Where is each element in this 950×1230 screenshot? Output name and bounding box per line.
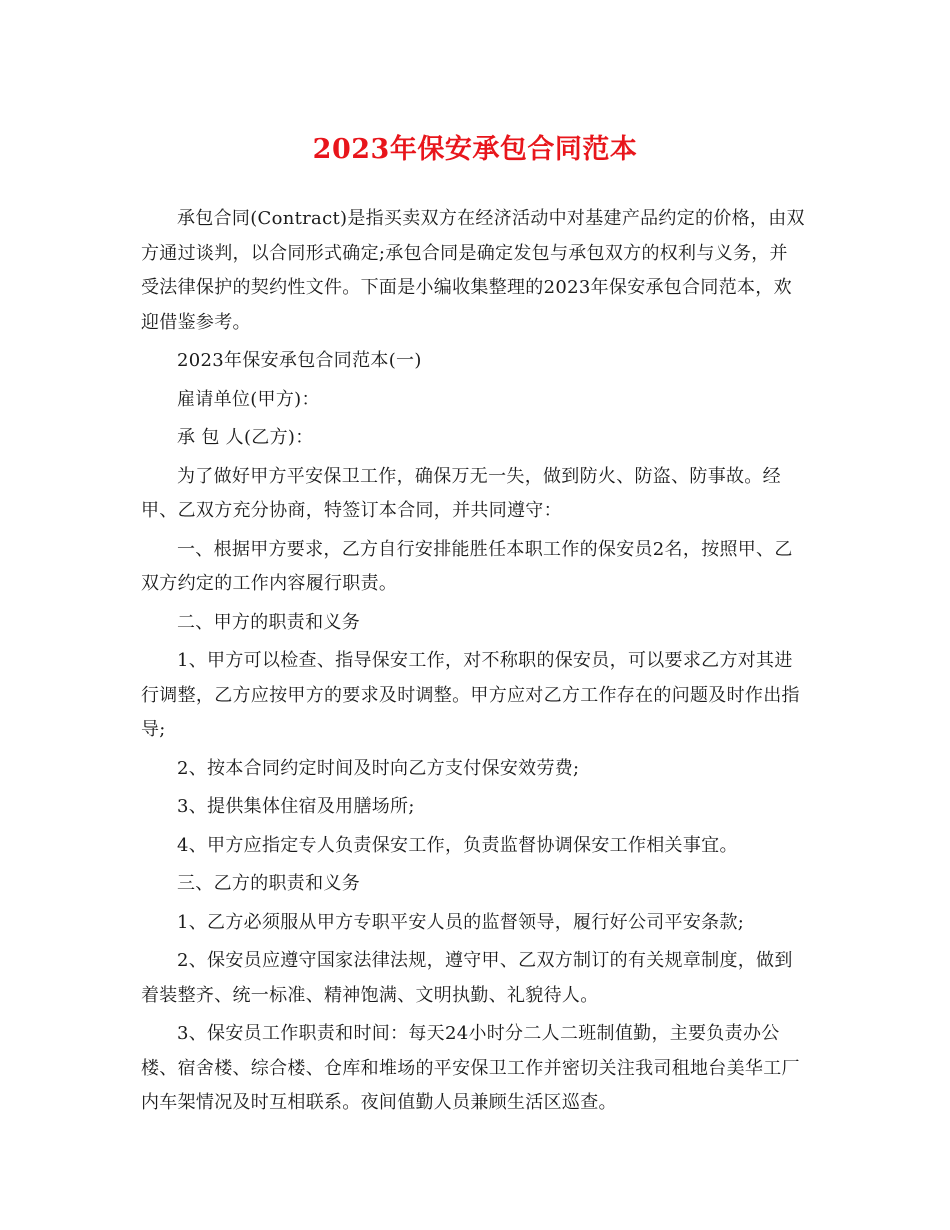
text-line: 着装整齐、统一标准、精神饱满、文明执勤、礼貌待人。 bbox=[141, 984, 599, 1006]
text-line: 三、乙方的职责和义务 bbox=[177, 873, 360, 894]
text-line: 4、甲方应指定专人负责保安工作，负责监督协调保安工作相关事宜。 bbox=[177, 834, 738, 856]
document-title: 2023年保安承包合同范本 bbox=[312, 134, 638, 165]
text-line: 3、保安员工作职责和时间：每天24小时分二人二班制值勤，主要负责办公 bbox=[177, 1023, 780, 1044]
text-line: 1、甲方可以检查、指导保安工作，对不称职的保安员，可以要求乙方对其进 bbox=[177, 650, 793, 671]
text-line: 二、甲方的职责和义务 bbox=[177, 611, 360, 633]
text-line: 内车架情况及时互相联系。夜间值勤人员兼顾生活区巡查。 bbox=[141, 1092, 617, 1113]
text-line: 受法律保护的契约性文件。下面是小编收集整理的2023年保安承包合同范本，欢 bbox=[141, 277, 792, 298]
clause-one bbox=[141, 533, 811, 602]
section-two-heading bbox=[141, 606, 811, 641]
text-line: 楼、宿舍楼、综合楼、仓库和堆场的平安保卫工作并密切关注我司租地台美华工厂 bbox=[141, 1057, 800, 1079]
section-three-item-3 bbox=[141, 1017, 811, 1121]
section-three-heading bbox=[141, 867, 811, 902]
document-body bbox=[141, 202, 811, 1125]
party-b-line bbox=[141, 421, 811, 456]
contract-heading bbox=[141, 344, 811, 379]
text-line: 双方约定的工作内容履行职责。 bbox=[141, 573, 398, 594]
section-three-item-1 bbox=[141, 906, 811, 941]
text-line: 行调整，乙方应按甲方的要求及时调整。甲方应对乙方工作存在的问题及时作出指 bbox=[141, 684, 800, 706]
section-two-item-3 bbox=[141, 790, 811, 825]
text-line: 一、根据甲方要求，乙方自行安排能胜任本职工作的保安员2名，按照甲、乙 bbox=[177, 538, 793, 560]
text-line: 导; bbox=[141, 719, 166, 740]
text-line: 3、提供集体住宿及用膳场所; bbox=[177, 796, 415, 817]
text-line: 2、按本合同约定时间及时向乙方支付保安效劳费; bbox=[177, 757, 580, 779]
intro-paragraph bbox=[141, 202, 811, 340]
section-two-item-4 bbox=[141, 829, 811, 864]
text-line: 2、保安员应遵守国家法律法规，遵守甲、乙双方制订的有关规章制度，做到 bbox=[177, 950, 793, 971]
section-two-item-2 bbox=[141, 752, 811, 787]
text-line: 承 包 人(乙方)： bbox=[177, 427, 314, 448]
text-line: 为了做好甲方平安保卫工作，确保万无一失，做到防火、防盗、防事故。经 bbox=[177, 465, 781, 487]
section-three-item-2 bbox=[141, 944, 811, 1013]
text-line: 承包合同(Contract)是指买卖双方在经济活动中对基建产品约定的价格，由双 bbox=[177, 208, 805, 229]
text-line: 雇请单位(甲方)： bbox=[177, 388, 320, 410]
text-line: 2023年保安承包合同范本(一) bbox=[177, 350, 422, 371]
text-line: 甲、乙双方充分协商，特签订本合同，并共同遵守： bbox=[141, 500, 562, 521]
text-line: 方通过谈判，以合同形式确定;承包合同是确定发包与承包双方的权利与义务，并 bbox=[141, 242, 788, 264]
section-two-item-1 bbox=[141, 644, 811, 748]
party-a-line bbox=[141, 383, 811, 418]
text-line: 迎借鉴参考。 bbox=[141, 311, 251, 333]
preamble-paragraph bbox=[141, 460, 811, 529]
text-line: 1、乙方必须服从甲方专职平安人员的监督领导，履行好公司平安条款; bbox=[177, 911, 745, 933]
